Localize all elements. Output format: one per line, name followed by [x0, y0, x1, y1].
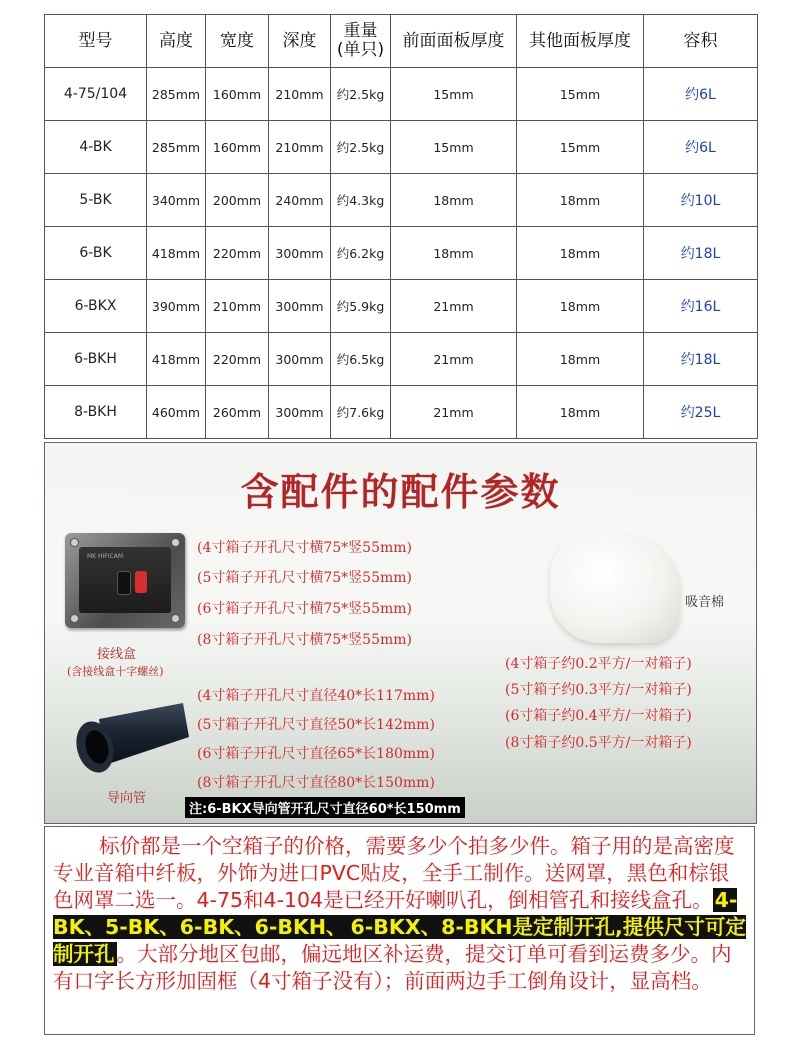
header-height: 高度: [147, 15, 206, 68]
description-highlight-1: 4-BK、5-BK、6-BK、6-BKH、: [53, 888, 738, 939]
sponge-6in: (6寸箱子约0.4平方/一对箱子): [505, 708, 692, 724]
cell-weight: 约5.9kg: [331, 280, 391, 333]
cell-front-panel: 15mm: [391, 68, 517, 121]
cell-volume: 约10L: [644, 174, 758, 227]
sponge-5in: (5寸箱子约0.3平方/一对箱子): [505, 682, 692, 698]
cell-front-panel: 21mm: [391, 386, 517, 439]
description-text-1: 标价都是一个空箱子的价格，需要多少个拍多少件。箱子用的是高密度专业音箱中纤板，外饰为进口PVC贴皮，全手工制作。送网罩，黑色和棕银色网罩二选一。4-75和4-104是已经开好喇叭孔，倒相管孔和接线盒孔。: [53, 834, 735, 912]
cell-other-panel: 18mm: [517, 386, 644, 439]
description-highlight-2: 6-BKX、8-BKH是定制开孔,提供尺寸可定制开孔: [53, 915, 746, 966]
table-row: [45, 280, 758, 333]
header-width: 宽度: [206, 15, 269, 68]
cell-volume: 约6L: [644, 121, 758, 174]
cell-width: 200mm: [206, 174, 269, 227]
spec-table: [44, 14, 758, 439]
cell-model: 8-BKH: [45, 386, 147, 439]
cell-depth: 300mm: [269, 386, 331, 439]
cell-front-panel: 21mm: [391, 280, 517, 333]
cell-depth: 210mm: [269, 68, 331, 121]
cell-front-panel: 18mm: [391, 227, 517, 280]
cell-depth: 300mm: [269, 280, 331, 333]
table-row: [45, 333, 758, 386]
cell-height: 418mm: [147, 227, 206, 280]
cell-width: 160mm: [206, 121, 269, 174]
table-header-row: [45, 15, 758, 68]
terminal-box-image: [65, 533, 185, 628]
cell-depth: 300mm: [269, 227, 331, 280]
table-row: [45, 227, 758, 280]
sponge-8in: (8寸箱子约0.5平方/一对箱子): [505, 735, 692, 751]
tube-size-6in: (6寸箱子开孔尺寸直径65*长180mm): [197, 746, 435, 762]
header-weight: 重量 (单只): [331, 15, 391, 68]
cell-weight: 约6.2kg: [331, 227, 391, 280]
cell-weight: 约6.5kg: [331, 333, 391, 386]
terminal-hole-4in: (4寸箱子开孔尺寸横75*竖55mm): [197, 540, 413, 556]
cell-volume: 约6L: [644, 68, 758, 121]
cell-model: 4-BK: [45, 121, 147, 174]
cell-other-panel: 15mm: [517, 121, 644, 174]
terminal-box-label: 接线盒: [97, 647, 137, 662]
header-model: 型号: [45, 15, 147, 68]
tube-size-8in: (8寸箱子开孔尺寸直径80*长150mm): [197, 775, 435, 791]
table-row: [45, 174, 758, 227]
cell-other-panel: 18mm: [517, 333, 644, 386]
cell-width: 220mm: [206, 227, 269, 280]
accessory-title: 含配件的配件参数: [240, 469, 561, 514]
cell-height: 418mm: [147, 333, 206, 386]
terminal-hole-5in: (5寸箱子开孔尺寸横75*竖55mm): [197, 570, 413, 586]
sponge-image: [550, 535, 680, 643]
cell-height: 390mm: [147, 280, 206, 333]
cell-volume: 约18L: [644, 227, 758, 280]
cell-height: 285mm: [147, 121, 206, 174]
sponge-4in: (4寸箱子约0.2平方/一对箱子): [505, 656, 692, 672]
cell-width: 160mm: [206, 68, 269, 121]
cell-other-panel: 18mm: [517, 280, 644, 333]
cell-weight: 约2.5kg: [331, 121, 391, 174]
terminal-hole-6in: (6寸箱子开孔尺寸横75*竖55mm): [197, 601, 413, 617]
cell-other-panel: 18mm: [517, 174, 644, 227]
cell-depth: 300mm: [269, 333, 331, 386]
cell-volume: 约25L: [644, 386, 758, 439]
cell-depth: 240mm: [269, 174, 331, 227]
cell-weight: 约4.3kg: [331, 174, 391, 227]
cell-model: 6-BKX: [45, 280, 147, 333]
cell-model: 6-BK: [45, 227, 147, 280]
cell-model: 4-75/104: [45, 68, 147, 121]
terminal-box-sublabel: (含接线盒十字螺丝): [67, 665, 164, 678]
cell-weight: 约7.6kg: [331, 386, 391, 439]
port-tube-label: 导向管: [107, 791, 147, 806]
cell-width: 210mm: [206, 280, 269, 333]
cell-width: 220mm: [206, 333, 269, 386]
terminal-hole-8in: (8寸箱子开孔尺寸横75*竖55mm): [197, 632, 413, 648]
cell-other-panel: 18mm: [517, 227, 644, 280]
port-tube-image: [71, 701, 191, 781]
cell-depth: 210mm: [269, 121, 331, 174]
header-depth: 深度: [269, 15, 331, 68]
description-text-2: 。大部分地区包邮，偏远地区补运费，提交订单可看到运费多少。内有口字长方形加固框（4寸箱子没有）；前面两边手工倒角设计，显高档。: [53, 942, 732, 993]
cell-model: 6-BKH: [45, 333, 147, 386]
cell-height: 285mm: [147, 68, 206, 121]
header-volume: 容积: [644, 15, 758, 68]
terminal-plate-text: MK HIFICAM: [87, 553, 123, 560]
table-row: [45, 386, 758, 439]
cell-front-panel: 15mm: [391, 121, 517, 174]
tube-note-6bkx: 注:6-BKX导向管开孔尺寸直径60*长150mm: [185, 797, 465, 818]
cell-other-panel: 15mm: [517, 68, 644, 121]
header-front-panel: 前面面板厚度: [391, 15, 517, 68]
tube-size-5in: (5寸箱子开孔尺寸直径50*长142mm): [197, 717, 435, 733]
cell-volume: 约16L: [644, 280, 758, 333]
cell-front-panel: 18mm: [391, 174, 517, 227]
tube-size-4in: (4寸箱子开孔尺寸直径40*长117mm): [197, 688, 435, 704]
cell-height: 460mm: [147, 386, 206, 439]
accessory-panel: [44, 442, 757, 824]
cell-model: 5-BK: [45, 174, 147, 227]
header-other-panel: 其他面板厚度: [517, 15, 644, 68]
cell-height: 340mm: [147, 174, 206, 227]
table-row: [45, 68, 758, 121]
table-row: [45, 121, 758, 174]
cell-width: 260mm: [206, 386, 269, 439]
cell-weight: 约2.5kg: [331, 68, 391, 121]
cell-front-panel: 21mm: [391, 333, 517, 386]
cell-volume: 约18L: [644, 333, 758, 386]
description-block: [44, 826, 755, 1035]
sponge-label: 吸音棉: [685, 595, 725, 610]
